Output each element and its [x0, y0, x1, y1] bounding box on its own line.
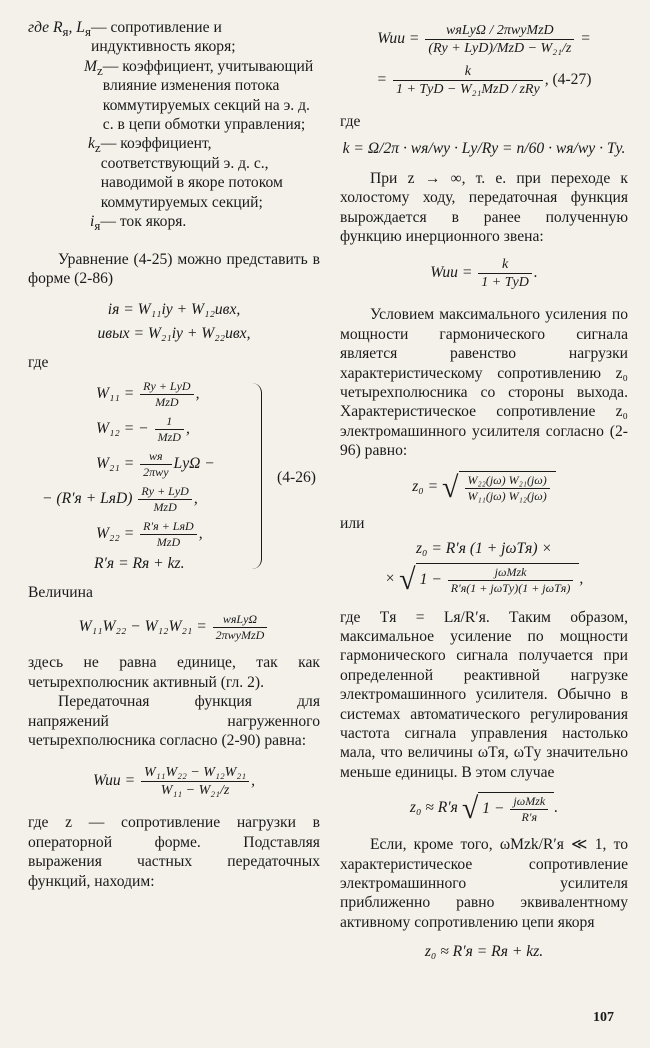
- system-row: W₁₂ = − $\frac{1}{\text{MzD}}$ ,: [96, 413, 190, 444]
- definition-item: $M_z$ — коэффициент, учитывающий влияние изменения потока коммутируемых секций на э. д. с. в цепи обмотки управления;: [28, 57, 320, 135]
- paragraph: где z — сопротивление нагрузки в операторной форме. Подставляя выражения частных передаточных функций, находим:: [28, 814, 320, 890]
- equation: uвых = W₂₁iу + W₂₂uвх,: [97, 324, 251, 342]
- equation: × √ 1 − $\frac{\text{jωMzk}}{\text{R′я(1 + jωTу)(1 + jωTя)}}$ ,: [384, 562, 584, 596]
- paragraph: Условием максимального усиления по мощности гармонического сигнала является равенство нагрузки характеристическому сопротивлению z₀ четырехполюсника со стороны выхода. Характеристическое сопротивление z₀ электромашинного усилителя согласно (2-96) равно:: [340, 306, 628, 460]
- equation-number: (4-26): [277, 469, 316, 487]
- equation: z₀ = √ $\frac{\text{W₂₂(jω) W₂₁(jω)}}{\text{W₁₁(jω) W₁₂(jω)}}$: [340, 471, 628, 504]
- right-column: [340, 18, 628, 972]
- equation: W₁₁W₂₂ − W₁₂W₂₁ = $\frac{\text{wяLуΩ}}{\text{2πwуMzD}}$: [28, 612, 320, 643]
- sqrt-symbol: √: [399, 562, 416, 596]
- system-row: W₂₂ = $\frac{\text{R′я + LяD}}{\text{MzD}}$ ,: [96, 518, 203, 549]
- paragraph: Если, кроме того, ωMzk/R′я ≪ 1, то характеристическое сопротивление электромашинного усилителя приближенно равно эквивалентному активному сопротивлению цепи якоря: [340, 836, 628, 931]
- def-term: k: [88, 135, 95, 153]
- equation-system: [28, 379, 320, 573]
- def-text: — ток якоря.: [100, 213, 187, 231]
- equation: iя = W₁₁iу + W₁₂uвх,: [107, 301, 241, 319]
- equation: k = Ω/2π · wя/wу · Lу/Rу = n/60 · wя/wу · Tу.: [342, 140, 626, 158]
- label-ili: или: [340, 514, 365, 532]
- paragraph: здесь не равна единице, так как четырехполюсник активный (гл. 2).: [28, 654, 320, 691]
- equation: Wuu = $\frac{k}{\text{1 + TуD}}$ .: [430, 257, 538, 291]
- page-number: 107: [593, 1010, 614, 1025]
- system-row: W₂₁ = $\frac{wя}{\text{2πwу}}$ LуΩ −: [96, 448, 215, 479]
- left-column: [28, 18, 320, 891]
- def-term: i: [90, 213, 95, 231]
- system-row: W₁₁ = $\frac{\text{Rу + LуD}}{\text{MzD}}$ ,: [96, 378, 200, 409]
- equation: z₀ ≈ R′я √ 1 − $\frac{\text{jωMzk}}{R'я}$ .: [409, 791, 559, 825]
- label-gde: где: [28, 354, 49, 372]
- equation: Wuu = $\frac{\text{W₁₁W₂₂ − W₁₂W₂₁}}{\text{W₁₁ − W₂₁/z}}$ ,: [92, 765, 255, 799]
- def-text: — коэффициент, учитывающий влияние изменения потока коммутируемых секций на э. д. с. в цепи обмотки управления;: [102, 57, 314, 134]
- system-row: R′я = Rя + kz.: [94, 554, 185, 572]
- def-term: M: [84, 57, 97, 75]
- equation: z₀ = R′я (1 + jωTя) ×: [415, 540, 553, 558]
- definitions-list: [28, 18, 320, 236]
- def-text: — сопротивление и индуктивность якоря;: [90, 19, 236, 56]
- equation: = $\frac{k}{\text{1 + TуD − W₂₁MzD / zRу}}$ , (4-27): [376, 64, 592, 97]
- paragraph: Уравнение (4-25) можно представить в форме (2-86): [28, 250, 320, 287]
- definition-item: где $R_я$, $L_я$ — сопротивление и индуктивность якоря;: [28, 18, 320, 57]
- system-row: − (R′я + LяD) $\frac{\text{Rу + LуD}}{\text{MzD}}$ ,: [42, 483, 198, 514]
- def-text: — коэффициент, соответствующий э. д. с., наводимой в якоре потоком коммутируемых секций;: [100, 135, 283, 211]
- equation: Wuu = $\frac{\text{wяLуΩ / 2πwуMzD}}{\text{(Rу + LуD)/MzD − W₂₁/z}}$ =: [377, 23, 591, 56]
- definition-item: $i_я$ — ток якоря.: [28, 212, 320, 236]
- paragraph: где Tя = Lя/R′я. Таким образом, максимальное усиление по мощности гармонического сигнала получается при определенной реактивной нагрузке электромашинного усилителя. Обычно в системах автоматического регулирования частота сигнала управления настолько мала, что величины ωTя, ωTу значительно меньше единицы. В этом случае: [340, 608, 628, 781]
- def-term: где R: [28, 19, 63, 36]
- equation: z₀ ≈ R′я = Rя + kz.: [424, 943, 544, 961]
- sqrt-symbol: √: [442, 470, 459, 504]
- paragraph: Передаточная функция для напряжений нагруженного четырехполюсника согласно (2-90) равна:: [28, 693, 320, 750]
- paragraph: Величина: [28, 584, 93, 602]
- sqrt-symbol: √: [461, 791, 479, 825]
- paragraph: При z → ∞, т. е. при переходе к холостому ходу, передаточная функция вырождается в ранее полученную функцию инерционного звена:: [340, 169, 628, 246]
- label-gde: где: [340, 113, 361, 130]
- equation-number: (4-27): [552, 71, 592, 89]
- brace: [251, 383, 262, 569]
- definition-item: $k_z$ — коэффициент, соответствующий э. д. с., наводимой в якоре потоком коммутируемых секций;: [28, 134, 320, 212]
